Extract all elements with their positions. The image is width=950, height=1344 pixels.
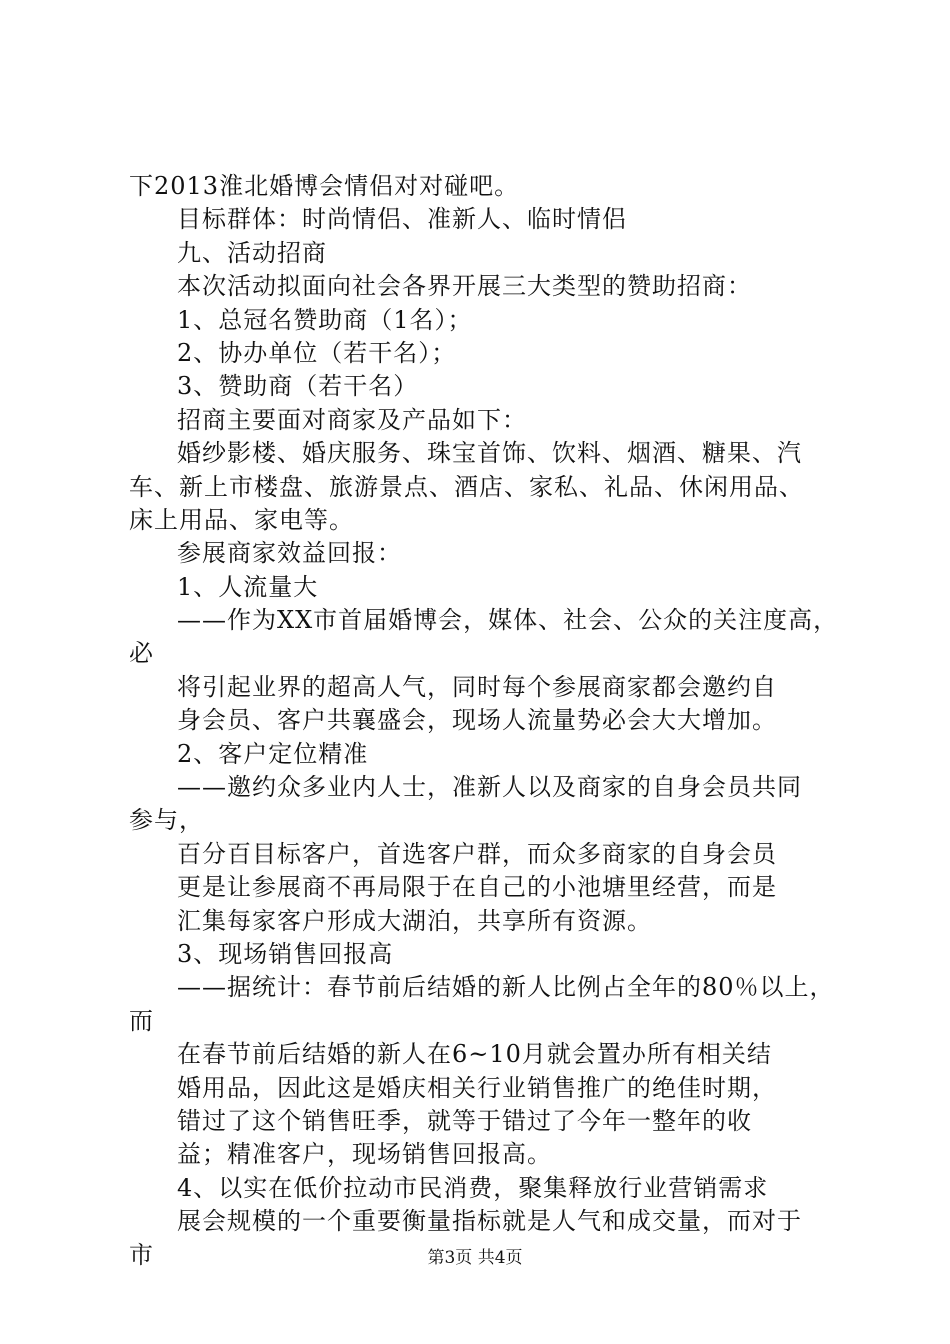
list-item: 3、赞助商（若干名）: [177, 372, 419, 401]
text-line: 床上用品、家电等。: [129, 505, 354, 534]
text-line: 身会员、客户共襄盛会，现场人流量势必会大大增加。: [177, 706, 777, 735]
text-line: 参与，: [129, 806, 204, 835]
text-line: 目标群体：时尚情侣、准新人、临时情侣: [177, 205, 627, 234]
list-item: 1、人流量大: [177, 572, 319, 601]
text-line: 必: [129, 639, 154, 668]
text-line: 错过了这个销售旺季，就等于错过了今年一整年的收: [177, 1106, 752, 1135]
text-line: 将引起业界的超高人气，同时每个参展商家都会邀约自: [177, 672, 777, 701]
text-line: 展会规模的一个重要衡量指标就是人气和成交量，而对于: [177, 1207, 802, 1236]
text-line: 在春节前后结婚的新人在6~10月就会置办所有相关结: [177, 1040, 772, 1069]
text-line: 招商主要面对商家及产品如下：: [177, 405, 527, 434]
text-line: 益；精准客户，现场销售回报高。: [177, 1140, 552, 1169]
text-line: 下2013淮北婚博会情侣对对碰吧。: [129, 172, 520, 200]
text-line: 而: [129, 1006, 154, 1035]
list-item: 3、现场销售回报高: [177, 939, 394, 968]
document-body: [129, 170, 849, 1272]
text-line: ——邀约众多业内人士，准新人以及商家的自身会员共同: [177, 773, 802, 802]
list-item: 4、以实在低价拉动市民消费，聚集释放行业营销需求: [177, 1173, 769, 1202]
list-item: 2、协办单位（若干名）；: [177, 338, 457, 367]
text-line: ——据统计：春节前后结婚的新人比例占全年的80％以上，: [177, 973, 835, 1002]
text-line: 市: [129, 1240, 154, 1269]
text-line: 婚纱影楼、婚庆服务、珠宝首饰、饮料、烟酒、糖果、汽: [177, 439, 802, 468]
list-item: 1、总冠名赞助商（1名）；: [177, 305, 473, 334]
text-line: ——作为XX市首届婚博会，媒体、社会、公众的关注度高，: [177, 606, 839, 635]
list-item: 2、客户定位精准: [177, 739, 369, 768]
text-line: 本次活动拟面向社会各界开展三大类型的赞助招商：: [177, 272, 752, 301]
text-line: 百分百目标客户，首选客户群，而众多商家的自身会员: [177, 839, 777, 868]
section-heading: 九、活动招商: [177, 238, 327, 267]
text-line: 婚用品，因此这是婚庆相关行业销售推广的绝佳时期，: [177, 1073, 777, 1102]
text-line: 车、新上市楼盘、旅游景点、酒店、家私、礼品、休闲用品、: [129, 472, 804, 501]
text-line: 汇集每家客户形成大湖泊，共享所有资源。: [177, 906, 652, 935]
text-line: 更是让参展商不再局限于在自己的小池塘里经营，而是: [177, 873, 777, 902]
text-line: 参展商家效益回报：: [177, 539, 402, 568]
page-number-footer: 第3页 共4页: [427, 1248, 523, 1268]
